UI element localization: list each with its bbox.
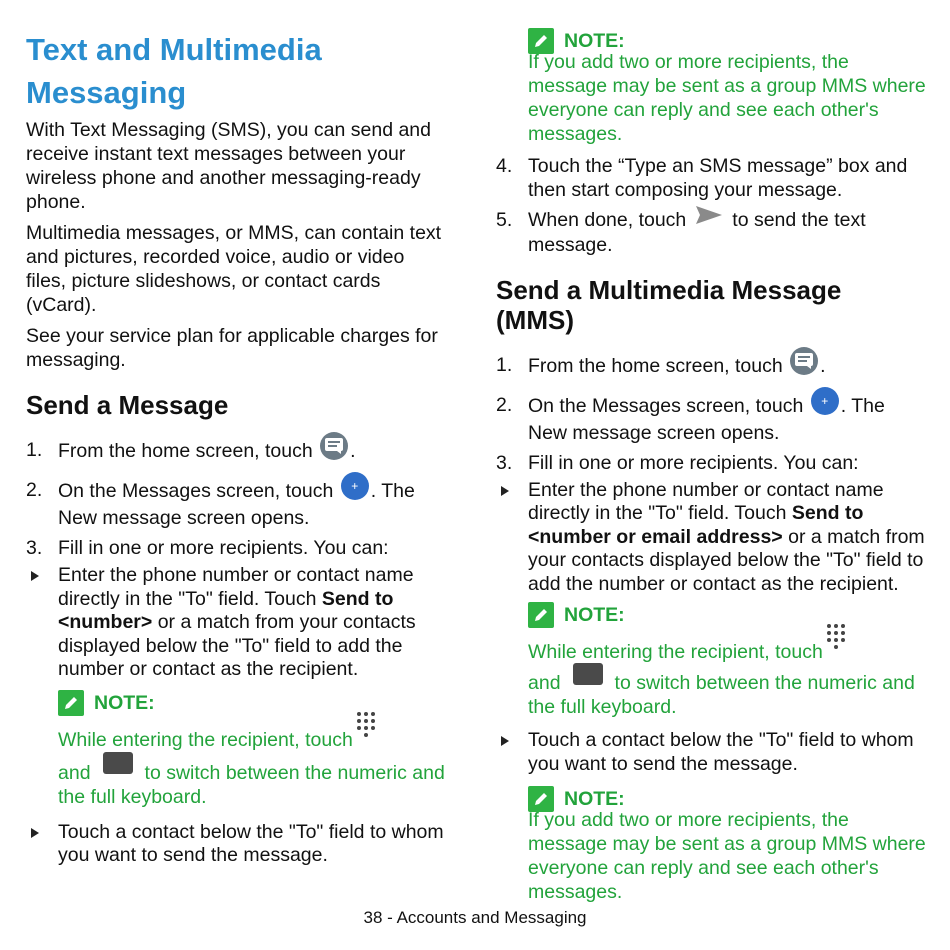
send-icon bbox=[696, 206, 722, 230]
send-message-steps bbox=[26, 438, 446, 682]
step-5: 5. When done, touch to send the text message. bbox=[496, 208, 926, 257]
pencil-note-icon bbox=[58, 690, 84, 716]
page-title: Text and Multimedia Messaging bbox=[26, 32, 322, 110]
recipient-options bbox=[26, 564, 446, 682]
mms-bullet-touch-contact: Touch a contact below the "To" field to whom you want to send the message. bbox=[496, 729, 926, 776]
keyboard-icon bbox=[103, 752, 133, 774]
intro-paragraph-2: Multimedia messages, or MMS, can contain text and pictures, recorded voice, audio or video files, picture slideshows, or contact cards (vCard). bbox=[26, 222, 442, 316]
send-mms-steps bbox=[496, 353, 926, 597]
bullet-touch-contact: Touch a contact below the "To" field to whom you want to send the message. bbox=[26, 821, 446, 868]
messages-app-icon bbox=[320, 432, 348, 460]
intro-paragraph-3: See your service plan for applicable charges for messaging. bbox=[26, 325, 438, 371]
bullet-arrow-icon bbox=[31, 828, 39, 838]
bullet-arrow-icon bbox=[31, 571, 39, 581]
keyboard-icon bbox=[573, 663, 603, 685]
note-keyboard-right: NOTE: While entering the recipient, touch and to switch between the numeric and the full keyboard. bbox=[528, 604, 915, 719]
mms-step-2: 2. On the Messages screen, touch + . The New message screen opens. bbox=[496, 393, 926, 445]
mms-step-1: 1. From the home screen, touch . bbox=[496, 353, 926, 381]
new-message-fab-icon: + bbox=[811, 387, 839, 415]
new-message-fab-icon: + bbox=[341, 472, 369, 500]
dialpad-icon bbox=[357, 712, 375, 737]
mms-bullet-enter-number: Enter the phone number or contact name directly in the "To" field. Touch Send to <number or email address> or a match from your contacts displayed below the "To" field to add the number or contact as the recipient. bbox=[496, 479, 926, 597]
note-group-mms-top: NOTE: If you add two or more recipients, the message may be sent as a group MMS where everyone can reply and see each other's messages. bbox=[528, 30, 926, 145]
step-1: 1. From the home screen, touch . bbox=[26, 438, 446, 466]
intro-paragraph-1: With Text Messaging (SMS), you can send and receive instant text messages between your wireless phone and another messaging-ready phone. bbox=[26, 119, 431, 213]
note-group-mms-bottom: NOTE: If you add two or more recipients, the message may be sent as a group MMS where everyone can reply and see each other's messages. bbox=[528, 788, 926, 904]
bullet-arrow-icon bbox=[501, 486, 509, 496]
section-title-send-mms: Send a Multimedia Message (MMS) bbox=[496, 274, 842, 335]
mms-recipient-options-2 bbox=[496, 729, 926, 776]
pencil-note-icon bbox=[528, 602, 554, 628]
bullet-arrow-icon bbox=[501, 736, 509, 746]
mms-step-3: 3. Fill in one or more recipients. You can: Enter the phone number or contact name directly in the "To" field. Touch Send to <number or email address> or a match from your contacts displayed below the "To" field to add the number or contact as the recipient. bbox=[496, 451, 925, 595]
note-keyboard-left: NOTE: While entering the recipient, touch and to switch between the numeric and the full keyboard. bbox=[58, 691, 445, 808]
step-4: 4. Touch the “Type an SMS message” box and then start composing your message. bbox=[496, 155, 908, 201]
send-message-steps-cont bbox=[496, 154, 926, 257]
left-column bbox=[26, 0, 446, 874]
recipient-options-2 bbox=[26, 821, 446, 868]
section-title-send-message: Send a Message bbox=[26, 390, 229, 420]
bullet-enter-number: Enter the phone number or contact name directly in the "To" field. Touch Send to <number> or a match from your contacts displayed below the "To" field to add the number or contact as the recipient. bbox=[26, 564, 446, 682]
page-footer: 38 - Accounts and Messaging bbox=[363, 908, 587, 927]
step-3: 3. Fill in one or more recipients. You can: Enter the phone number or contact name directly in the "To" field. Touch Send to <number> or a match from your contacts displayed below the "To" field to add the number or contact as the recipient. bbox=[26, 536, 446, 682]
right-column bbox=[496, 0, 926, 904]
mms-recipient-options bbox=[496, 479, 926, 597]
messages-app-icon bbox=[790, 347, 818, 375]
dialpad-icon bbox=[827, 624, 845, 649]
step-2: 2. On the Messages screen, touch + . The New message screen opens. bbox=[26, 478, 446, 530]
